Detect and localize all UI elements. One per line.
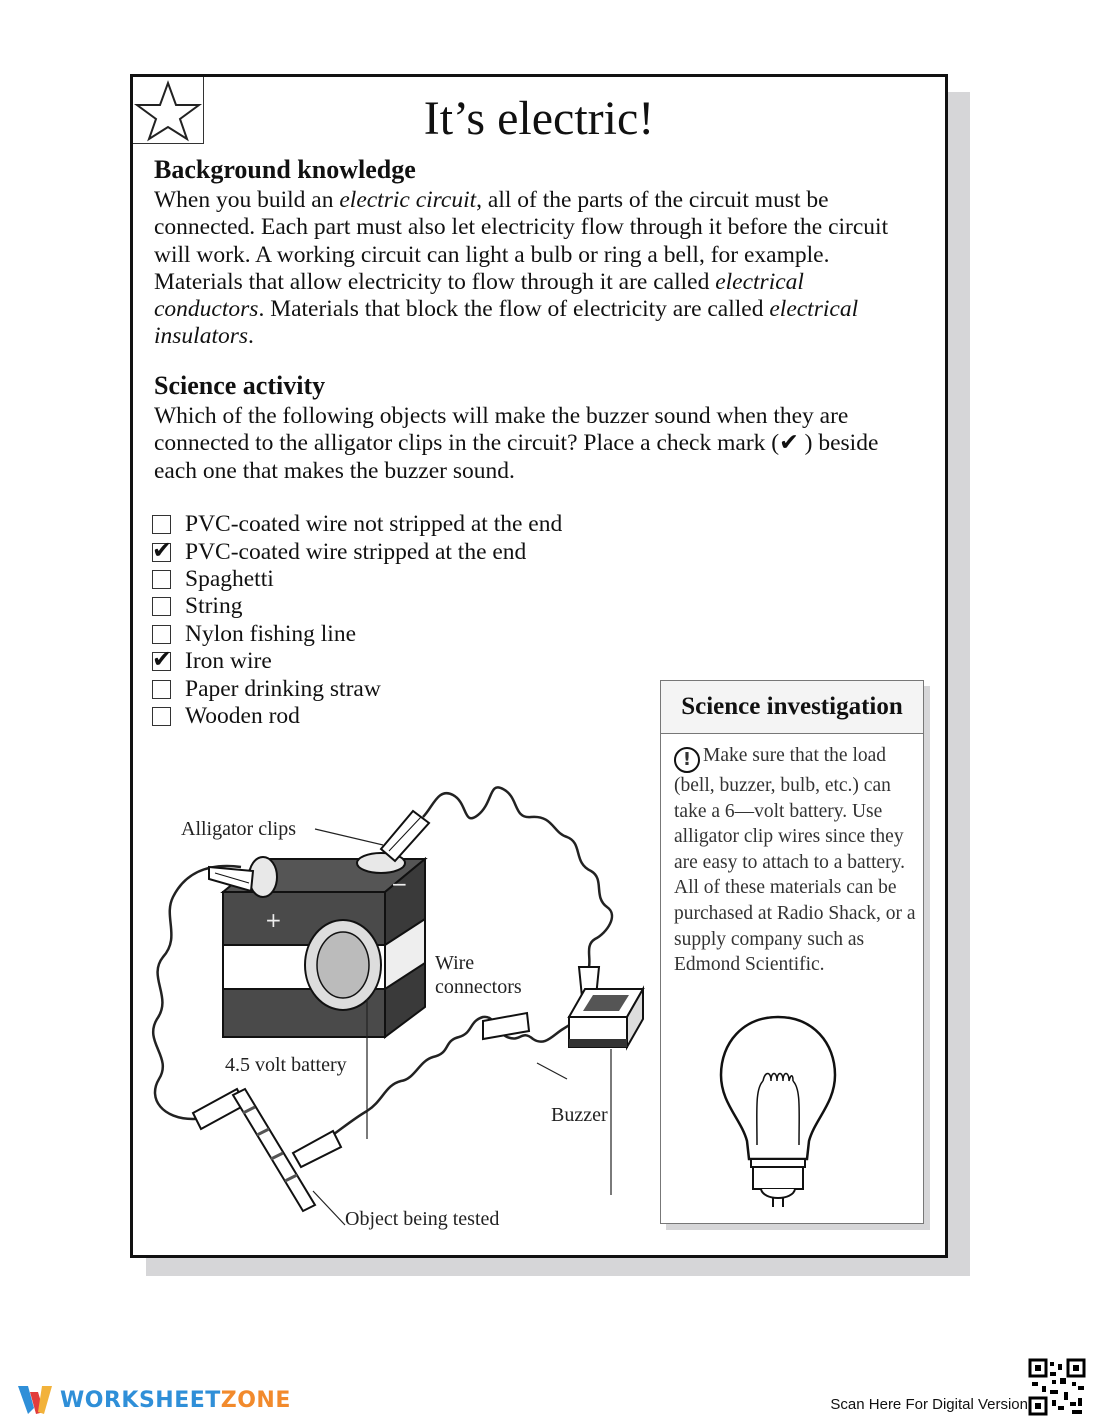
battery [223, 853, 425, 1037]
buzzer [569, 989, 643, 1047]
term-insulators: electrical insulators [154, 296, 859, 350]
investigation-text: ! Make sure that the load (bell, buzzer, bulb, etc.) can take a 6—volt battery. Use alligator clip wires since they are easy to attach to a battery. All of these materials can be purchased at Radio Shack, or a supply company such as Edmond Scientific. [674, 745, 916, 976]
checklist-item[interactable]: ✔ PVC-coated wire stripped at the end [152, 535, 527, 565]
light-bulb-icon [713, 1011, 843, 1211]
exclamation-icon: ! [674, 747, 700, 773]
checkbox[interactable] [152, 570, 171, 589]
investigation-box [660, 680, 924, 1224]
checkbox[interactable] [152, 625, 171, 644]
brand-logo[interactable]: WORKSHEET ZONE [16, 1382, 291, 1418]
label-connectors: connectors [435, 976, 522, 998]
checklist-item[interactable]: Wooden rod [152, 703, 562, 730]
activity-instructions: Which of the following objects will make the buzzer sound when they are connected to the alligator clips in the circuit? Place a check mark (✔ ) beside each one that makes the buzzer sound. [154, 403, 879, 484]
object-checklist [152, 511, 562, 730]
checkbox[interactable] [152, 707, 171, 726]
logo-mark-icon [16, 1382, 60, 1418]
minus-sign: − [391, 872, 408, 896]
page-title: It’s electric! [423, 92, 655, 145]
background-heading: Background knowledge [154, 155, 416, 184]
wire-top [423, 787, 612, 967]
checkbox[interactable] [152, 680, 171, 699]
label-battery: 4.5 volt battery [225, 1054, 347, 1076]
scan-caption: Scan Here For Digital Version [830, 1396, 1028, 1413]
activity-heading: Science activity [154, 371, 326, 400]
checkbox[interactable] [152, 535, 173, 564]
investigation-heading: Science investigation [661, 681, 923, 734]
checkbox[interactable] [152, 515, 171, 534]
checkbox[interactable] [152, 597, 171, 616]
check-mark-icon: ✔ [152, 535, 173, 564]
alligator-clip-top [381, 811, 429, 861]
alligator-clip-object-right [293, 1131, 341, 1167]
check-mark-icon: ✔ [152, 645, 173, 674]
checkbox[interactable] [152, 645, 173, 674]
background-paragraph: When you build an electric circuit, all of the parts of the circuit must be connected. Each part must also let electricity flow through it before the circuit will work. A working circuit can light a bulb or ring a bell, for example. Materials that allow electricity to flow through it are called electrical conductors. Materials that block the flow of electricity are called electrical insulators. [154, 187, 889, 350]
term-electric-circuit: electric circuit [339, 187, 477, 213]
plus-sign: + [265, 908, 282, 932]
label-wire: Wire [435, 952, 475, 974]
checklist-item[interactable]: PVC-coated wire not stripped at the end [152, 511, 562, 538]
checklist-item[interactable]: ✔ Iron wire [152, 645, 272, 675]
checklist-item[interactable]: Paper drinking straw [152, 675, 562, 702]
checklist-item[interactable]: Nylon fishing line [152, 621, 562, 648]
checklist-item[interactable]: String [152, 593, 562, 620]
worksheet-page [130, 74, 948, 1258]
label-buzzer: Buzzer [551, 1104, 608, 1126]
label-object-being-tested: Object being tested [345, 1208, 500, 1230]
qr-code-icon[interactable] [1028, 1358, 1086, 1416]
term-conductors: electrical conductors [154, 268, 804, 323]
label-alligator-clips: Alligator clips [181, 818, 296, 840]
checklist-item[interactable]: Spaghetti [152, 566, 562, 593]
